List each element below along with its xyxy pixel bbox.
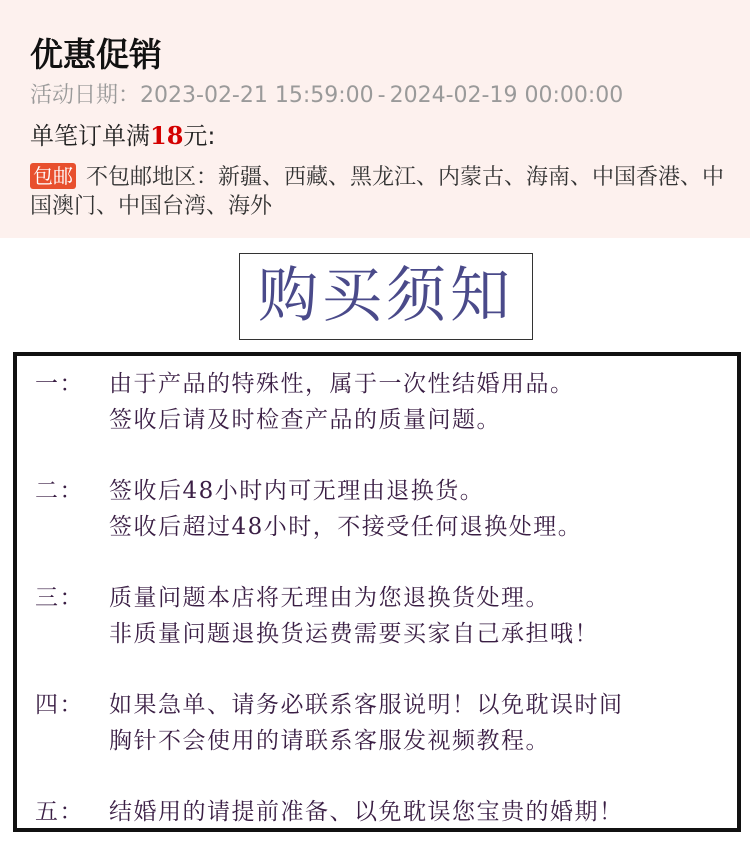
rule-line: 签收后请及时检查产品的质量问题。 — [109, 407, 501, 433]
threshold-prefix: 单笔订单满 — [30, 122, 150, 150]
rule-number: 二： — [35, 478, 84, 504]
threshold-suffix: 元: — [183, 122, 216, 150]
rule-number: 三： — [35, 585, 84, 611]
promo-title: 优惠促销 — [30, 35, 162, 74]
promo-start-date: 2023-02-21 15:59:00 — [140, 83, 374, 108]
promo-end-date: 2024-02-19 00:00:00 — [389, 83, 624, 108]
rule-line: 签收后48小时内可无理由退换货。 — [109, 478, 485, 504]
notice-rules-box — [13, 352, 741, 832]
rule-number: 五： — [35, 799, 84, 825]
shipping-exclusions: 不包邮地区：新疆、西藏、黑龙江、内蒙古、海南、中国香港、中国澳门、中国台湾、海外 — [30, 165, 725, 219]
promo-panel — [0, 0, 750, 238]
threshold-amount: 18 — [150, 121, 184, 150]
rule-line: 胸针不会使用的请联系客服发视频教程。 — [109, 728, 550, 754]
shipping-info — [30, 163, 730, 221]
notice-title-frame — [239, 253, 533, 340]
rule-number: 一： — [35, 371, 84, 397]
rule-line: 如果急单、请务必联系客服说明！以免耽误时间 — [109, 692, 624, 718]
rule-line: 质量问题本店将无理由为您退换货处理。 — [109, 585, 550, 611]
rule-number: 四： — [35, 692, 84, 718]
promo-threshold — [30, 119, 216, 153]
free-shipping-badge: 包邮 — [30, 163, 76, 189]
rule-line: 签收后超过48小时，不接受任何退换处理。 — [109, 514, 583, 540]
promo-date-separator: - — [377, 83, 386, 108]
rule-line: 非质量问题退换货运费需要买家自己承担哦！ — [109, 621, 599, 647]
notice-title: 购买须知 — [258, 261, 514, 331]
rule-line: 结婚用的请提前准备、以免耽误您宝贵的婚期！ — [109, 799, 624, 825]
rule-line: 由于产品的特殊性，属于一次性结婚用品。 — [109, 371, 575, 397]
promo-date-range — [30, 80, 623, 112]
promo-date-label: 活动日期： — [30, 83, 141, 108]
